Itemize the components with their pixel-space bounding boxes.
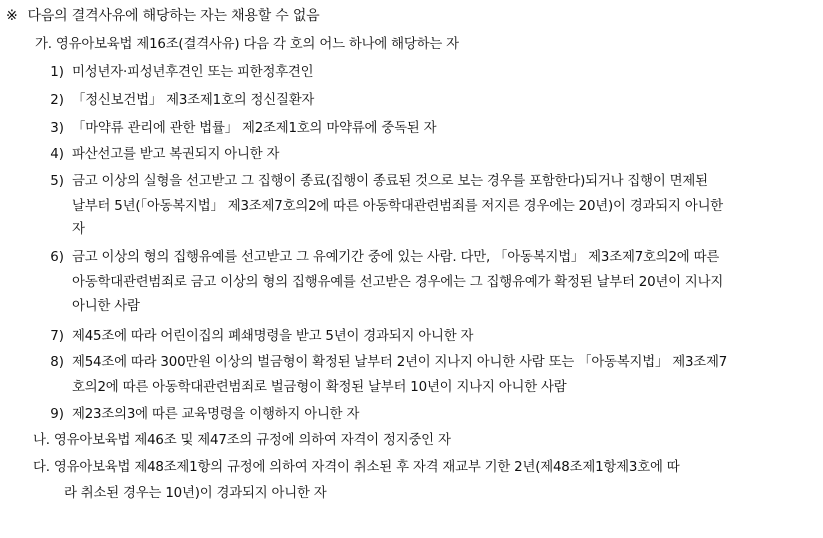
item-7-text: 제45조에 따라 어린이집의 폐쇄명령을 받고 5년이 경과되지 아니한 자	[72, 329, 474, 344]
item-7-number: 7)	[50, 329, 64, 344]
section-da-line-1	[33, 458, 679, 478]
item-6-line-3: 아니한 사람	[72, 299, 140, 314]
item-8-line-1: 제54조에 따라 300만원 이상의 벌금형이 확정된 날부터 2년이 지나지 아니한 사람 또는 「아동복지법」 제3조제7	[72, 355, 728, 370]
item-8-number: 8)	[50, 355, 64, 370]
item-5-line-3: 자	[72, 222, 85, 237]
item-8-line-2: 호의2에 따른 아동학대관련범죄로 벌금형이 확정된 날부터 10년이 지나지 아니한 사람	[72, 380, 567, 395]
item-2-text: 「정신보건법」 제3조제1호의 정신질환자	[72, 93, 315, 108]
section-ga-mark: 가.	[35, 37, 52, 52]
item-1-number: 1)	[50, 65, 64, 80]
section-na-text: 영유아보육법 제46조 및 제47조의 규정에 의하여 자격이 정지중인 자	[53, 433, 451, 448]
section-da-text-1: 영유아보육법 제48조제1항의 규정에 의하여 자격이 취소된 후 자격 재교부 기한 2년(제48조제1항제3호에 따	[53, 460, 680, 475]
section-da-line-2: 라 취소된 경우는 10년)이 경과되지 아니한 자	[64, 486, 327, 501]
item-3-text: 「마약류 관리에 관한 법률」 제2조제1호의 마약류에 중독된 자	[72, 121, 437, 136]
section-ga-text: 영유아보육법 제16조(결격사유) 다음 각 호의 어느 하나에 해당하는 자	[55, 37, 459, 52]
item-4-number: 4)	[50, 147, 64, 162]
section-da-mark: 다.	[33, 460, 50, 475]
item-6-number: 6)	[50, 250, 64, 265]
item-9-number: 9)	[50, 407, 64, 422]
notice-heading	[6, 6, 320, 26]
item-5-line-1: 금고 이상의 실형을 선고받고 그 집행이 종료(집행이 종료된 것으로 보는 경우를 포함한다)되거나 집행이 면제된	[72, 174, 708, 189]
item-2-number: 2)	[50, 93, 64, 108]
item-5-number: 5)	[50, 174, 64, 189]
item-3-number: 3)	[50, 121, 64, 136]
item-6-line-2: 아동학대관련범죄로 금고 이상의 형의 집행유예를 선고받은 경우에는 그 집행유예가 확정된 날부터 20년이 지나지	[72, 275, 724, 290]
section-na-mark: 나.	[33, 433, 50, 448]
notice-mark: ※	[6, 8, 18, 24]
section-na-heading	[33, 431, 451, 451]
item-9-text: 제23조의3에 따른 교육명령을 이행하지 아니한 자	[72, 407, 360, 422]
item-4-text: 파산선고를 받고 복권되지 아니한 자	[72, 147, 280, 162]
item-5-line-2: 날부터 5년(「아동복지법」 제3조제7호의2에 따른 아동학대관련범죄를 저지른 경우에는 20년)이 경과되지 아니한	[72, 199, 724, 214]
notice-title: 다음의 결격사유에 해당하는 자는 채용할 수 없음	[27, 8, 320, 24]
item-1-text: 미성년자·피성년후견인 또는 피한정후견인	[72, 65, 314, 80]
section-ga-heading	[35, 35, 459, 55]
item-6-line-1: 금고 이상의 형의 집행유예를 선고받고 그 유예기간 중에 있는 사람. 다만, 「아동복지법」 제3조제7호의2에 따른	[72, 250, 720, 265]
